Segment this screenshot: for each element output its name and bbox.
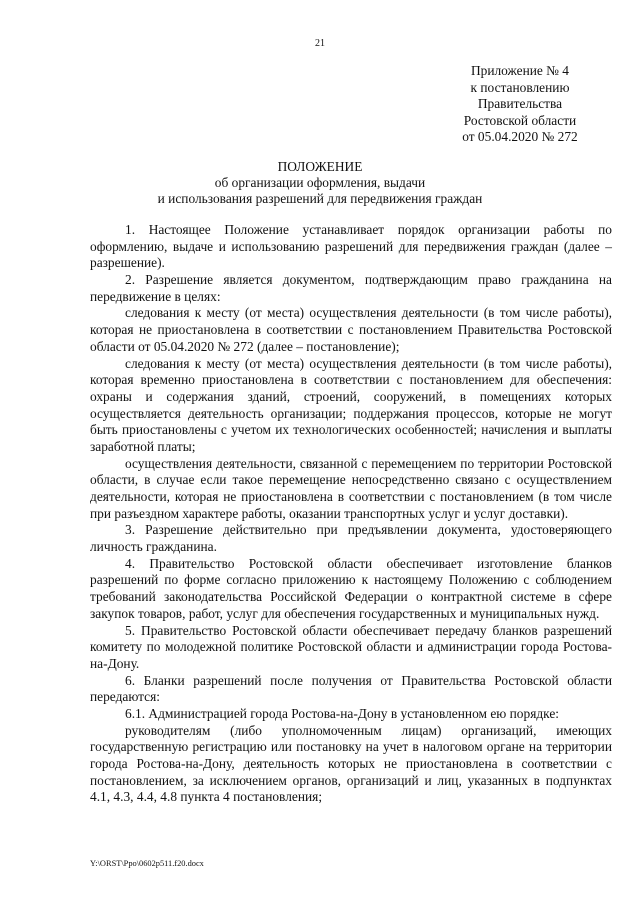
paragraph: 2. Разрешение является документом, подтверждающим право гражданина на передвижение в целях:: [90, 272, 612, 304]
paragraph: 4. Правительство Ростовской области обеспечивает изготовление бланков разрешений по форме согласно приложению к настоящему Положению с соблюдением требований законодательства Российской Федерации о контрактной системе в сфере закупок товаров, работ, услуг для обеспечения государственных и муниципальных нужд.: [90, 555, 612, 621]
document-subtitle: и использования разрешений для передвижения граждан: [157, 191, 483, 207]
page-number: 21: [315, 38, 325, 49]
paragraph: 6. Бланки разрешений после получения от Правительства Ростовской области передаются:: [90, 672, 612, 705]
paragraph: 5. Правительство Ростовской области обеспечивает передачу бланков разрешений комитету по молодежной политике Ростовской области и администрации города Ростова-на-Дону.: [90, 622, 612, 671]
file-path-footer: Y:\ORST\Ppo\0602p511.f20.docx: [90, 859, 204, 868]
paragraph: руководителям (либо уполномоченным лицам) организаций, имеющих государственную регистрацию или постановку на учет в налоговом органе на территории города Ростова-на-Дону, деятельность которых не приостановлена в соответствии с постановлением, за исключением органов, организаций и лиц, указанных в подпунктах 4.1, 4.3, 4.4, 4.8 пункта 4 постановления;: [90, 722, 612, 805]
annex-line: Приложение № 4: [470, 63, 570, 78]
annex-line: Правительства: [477, 96, 563, 112]
annex-line: от 05.04.2020 № 272: [462, 129, 578, 145]
annex-header: [440, 63, 600, 146]
document-body: [90, 222, 612, 806]
annex-line: к постановлению: [470, 79, 570, 95]
paragraph: следования к месту (от места) осуществления деятельности (в том числе работы), которая временно приостановлена в соответствии с постановлением для обеспечения: охраны и содержания зданий, строений, сооружений, в помещениях которых осуществляется деятельность организации; поддержания процессов, которые не могут быть приостановлены с учетом их технологических особенностей; начисления и выплаты заработной платы;: [90, 355, 612, 454]
paragraph: 6.1. Администрацией города Ростова-на-Дону в установленном ею порядке:: [125, 705, 560, 721]
paragraph: 3. Разрешение действительно при предъявлении документа, удостоверяющего личность гражданина.: [90, 522, 612, 555]
annex-line: Ростовской области: [463, 112, 577, 128]
document-title: ПОЛОЖЕНИЕ: [277, 159, 363, 174]
paragraph: 1. Настоящее Положение устанавливает порядок организации работы по оформлению, выдаче и использованию разрешений для передвижения граждан (далее – разрешение).: [90, 222, 612, 271]
paragraph: следования к месту (от места) осуществления деятельности (в том числе работы), которая не приостановлена в соответствии с постановлением Правительства Ростовской области от 05.04.2020 № 272 (далее – постановление);: [90, 305, 612, 354]
paragraph: осуществления деятельности, связанной с перемещением по территории Ростовской области, в случае если такое перемещение непосредственно связано с осуществлением деятельности, которая не приостановлена в соответствии с постановлением (в том числе при разъездном характере работы, оказании транспортных услуг и услуг доставки).: [90, 455, 612, 521]
document-heading: [60, 159, 580, 208]
document-subtitle: об организации оформления, выдачи: [214, 175, 426, 191]
